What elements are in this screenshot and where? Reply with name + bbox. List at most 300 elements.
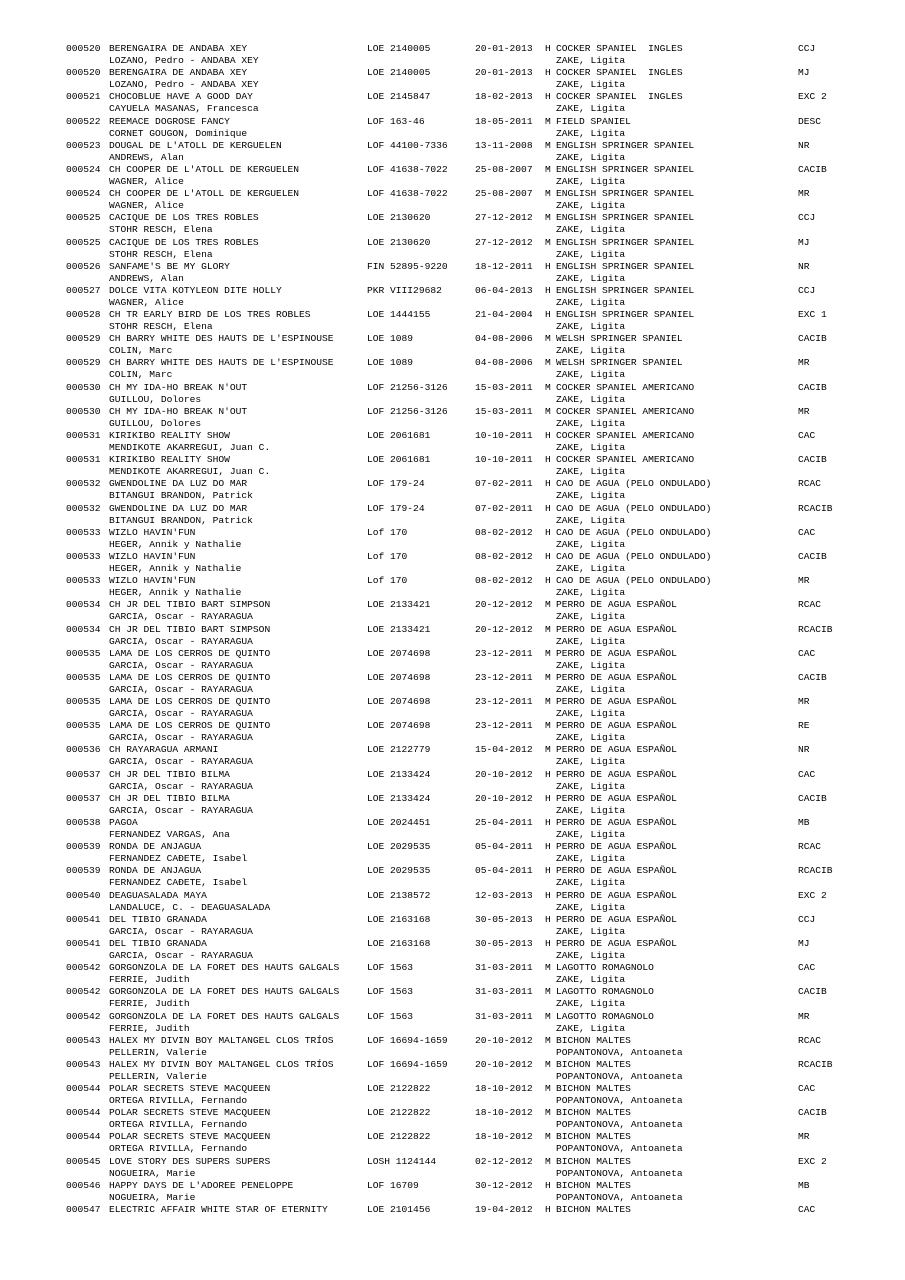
judge-name: ZAKE, Ligita	[556, 345, 626, 357]
birth-date: 18-02-2013	[475, 91, 533, 103]
breed: COCKER SPANIEL INGLES	[556, 67, 683, 79]
judge-name: POPANTONOVA, Antoaneta	[556, 1070, 683, 1082]
birth-date: 20-01-2013	[475, 43, 533, 54]
award: NR	[798, 744, 810, 756]
birth-date: 18-10-2012	[475, 1083, 533, 1095]
owner-name: LANDALUCE, C. - DEAGUASALADA	[109, 901, 271, 913]
birth-date: 23-12-2011	[475, 647, 533, 659]
registration-number: LOE 2163168	[367, 937, 431, 949]
award: CCJ	[798, 284, 816, 296]
dog-name: POLAR SECRETS STEVE MACQUEEN	[109, 1107, 271, 1119]
sex: M	[545, 720, 551, 732]
sex: M	[545, 139, 551, 151]
registration-number: LOE 2140005	[367, 67, 431, 79]
breed: PERRO DE AGUA ESPAÑOL	[556, 937, 677, 949]
registration-number: LOE 2074698	[367, 720, 431, 732]
birth-date: 25-08-2007	[475, 163, 533, 175]
birth-date: 25-04-2011	[475, 817, 533, 828]
owner-name: COLIN, Marc	[109, 369, 173, 381]
sex: H	[545, 260, 551, 272]
judge-name: ZAKE, Ligita	[556, 79, 626, 91]
judge-name: POPANTONOVA, Antoaneta	[556, 1191, 683, 1203]
breed: PERRO DE AGUA ESPAÑOL	[556, 817, 677, 828]
dog-name: PAGOA	[109, 817, 138, 828]
birth-date: 18-10-2012	[475, 1131, 533, 1143]
registration-number: LOE 2130620	[367, 236, 431, 248]
dog-name: KIRIKIBO REALITY SHOW	[109, 454, 230, 466]
breed: WELSH SPRINGER SPANIEL	[556, 333, 683, 345]
award: EXC 2	[798, 91, 827, 103]
birth-date: 20-10-2012	[475, 1034, 533, 1046]
entry-number: 000520	[66, 43, 101, 54]
sex: H	[545, 502, 551, 514]
dog-name: GORGONZOLA DE LA FORET DES HAUTS GALGALS	[109, 986, 340, 998]
owner-name: GARCIA, Oscar - RAYARAGUA	[109, 732, 253, 744]
award: CAC	[798, 962, 816, 974]
dog-name: REEMACE DOGROSE FANCY	[109, 115, 230, 127]
judge-name: ZAKE, Ligita	[556, 683, 626, 695]
dog-name: CH JR DEL TIBIO BILMA	[109, 768, 230, 780]
birth-date: 04-08-2006	[475, 357, 533, 369]
birth-date: 18-12-2011	[475, 260, 533, 272]
judge-name: ZAKE, Ligita	[556, 998, 626, 1010]
birth-date: 23-12-2011	[475, 671, 533, 683]
sex: M	[545, 986, 551, 998]
sex: H	[545, 575, 551, 587]
award: MR	[798, 1010, 810, 1022]
sex: M	[545, 163, 551, 175]
sex: M	[545, 671, 551, 683]
registration-number: Lof 170	[367, 550, 408, 562]
judge-name: ZAKE, Ligita	[556, 55, 626, 66]
award: DESC	[798, 115, 822, 127]
birth-date: 31-03-2011	[475, 962, 533, 974]
owner-name: NOGUEIRA, Marie	[109, 1167, 196, 1179]
owner-name: GARCIA, Oscar - RAYARAGUA	[109, 756, 253, 768]
dog-name: CH RAYARAGUA ARMANI	[109, 744, 219, 756]
breed: COCKER SPANIEL AMERICANO	[556, 405, 695, 417]
award: MR	[798, 696, 810, 708]
dog-name: LAMA DE LOS CERROS DE QUINTO	[109, 696, 271, 708]
breed: ENGLISH SPRINGER SPANIEL	[556, 236, 695, 248]
owner-name: GARCIA, Oscar - RAYARAGUA	[109, 925, 253, 937]
owner-name: ANDREWS, Alan	[109, 151, 184, 163]
breed: FIELD SPANIEL	[556, 115, 631, 127]
owner-name: COLIN, Marc	[109, 345, 173, 357]
entry-number: 000530	[66, 381, 101, 393]
birth-date: 10-10-2011	[475, 430, 533, 441]
registration-number: LOE 2140005	[367, 43, 431, 54]
sex: H	[545, 841, 551, 853]
judge-name: ZAKE, Ligita	[556, 901, 626, 913]
registration-number: LOF 41638-7022	[367, 163, 448, 175]
breed: PERRO DE AGUA ESPAÑOL	[556, 841, 677, 853]
entry-number: 000546	[66, 1179, 101, 1191]
award: RCAC	[798, 1034, 822, 1046]
registration-number: LOE 2122822	[367, 1131, 431, 1143]
award: RCACIB	[798, 865, 833, 877]
entry-number: 000541	[66, 913, 101, 925]
entry-number: 000542	[66, 1010, 101, 1022]
owner-name: CORNET GOUGON, Dominique	[109, 127, 248, 139]
judge-name: ZAKE, Ligita	[556, 296, 626, 308]
registration-number: LOF 16694-1659	[367, 1058, 448, 1070]
judge-name: ZAKE, Ligita	[556, 369, 626, 381]
dog-name: RONDA DE ANJAGUA	[109, 841, 202, 853]
breed: PERRO DE AGUA ESPAÑOL	[556, 889, 677, 901]
judge-name: ZAKE, Ligita	[556, 393, 626, 405]
registration-number: LOE 2029535	[367, 841, 431, 853]
sex: M	[545, 357, 551, 369]
sex: M	[545, 212, 551, 224]
sex: H	[545, 865, 551, 877]
owner-name: GARCIA, Oscar - RAYARAGUA	[109, 635, 253, 647]
award: RCAC	[798, 599, 822, 611]
entry-number: 000539	[66, 841, 101, 853]
owner-name: LOZANO, Pedro - ANDABA XEY	[109, 79, 259, 91]
dog-name: CH BARRY WHITE DES HAUTS DE L'ESPINOUSE	[109, 357, 334, 369]
award: CAC	[798, 647, 816, 659]
dog-name: DEAGUASALADA MAYA	[109, 889, 207, 901]
entry-number: 000525	[66, 212, 101, 224]
breed: BICHON MALTES	[556, 1058, 631, 1070]
entry-number: 000534	[66, 599, 101, 611]
dog-name: WIZLO HAVIN'FUN	[109, 526, 196, 538]
birth-date: 13-11-2008	[475, 139, 533, 151]
award: CCJ	[798, 43, 816, 54]
entry-number: 000543	[66, 1034, 101, 1046]
sex: H	[545, 91, 551, 103]
registration-number: LOF 21256-3126	[367, 381, 448, 393]
birth-date: 18-10-2012	[475, 1107, 533, 1119]
breed: CAO DE AGUA (PELO ONDULADO)	[556, 526, 712, 538]
sex: H	[545, 454, 551, 466]
registration-number: LOE 2061681	[367, 430, 431, 441]
sex: H	[545, 768, 551, 780]
registration-number: LOE 2074698	[367, 671, 431, 683]
judge-name: POPANTONOVA, Antoaneta	[556, 1046, 683, 1058]
sex: M	[545, 696, 551, 708]
birth-date: 08-02-2012	[475, 575, 533, 587]
award: CACIB	[798, 550, 827, 562]
owner-name: ORTEGA RIVILLA, Fernando	[109, 1119, 248, 1131]
entry-number: 000521	[66, 91, 101, 103]
registration-number: LOE 2122822	[367, 1083, 431, 1095]
sex: H	[545, 937, 551, 949]
sex: M	[545, 333, 551, 345]
owner-name: GARCIA, Oscar - RAYARAGUA	[109, 611, 253, 623]
owner-name: BITANGUI BRANDON, Patrick	[109, 514, 253, 526]
sex: H	[545, 817, 551, 828]
breed: PERRO DE AGUA ESPAÑOL	[556, 696, 677, 708]
sex: H	[545, 550, 551, 562]
birth-date: 05-04-2011	[475, 841, 533, 853]
award: CAC	[798, 768, 816, 780]
owner-name: NOGUEIRA, Marie	[109, 1191, 196, 1203]
registration-number: LOE 2029535	[367, 865, 431, 877]
award: EXC 2	[798, 1155, 827, 1167]
judge-name: ZAKE, Ligita	[556, 127, 626, 139]
sex: M	[545, 1058, 551, 1070]
registration-number: LOF 44100-7336	[367, 139, 448, 151]
award: RE	[798, 720, 810, 732]
dog-name: KIRIKIBO REALITY SHOW	[109, 430, 230, 441]
registration-number: LOF 16709	[367, 1179, 419, 1191]
dog-name: GWENDOLINE DA LUZ DO MAR	[109, 502, 248, 514]
breed: PERRO DE AGUA ESPAÑOL	[556, 599, 677, 611]
owner-name: ORTEGA RIVILLA, Fernando	[109, 1143, 248, 1155]
breed: BICHON MALTES	[556, 1131, 631, 1143]
birth-date: 08-02-2012	[475, 550, 533, 562]
dog-name: HAPPY DAYS DE L'ADOREE PENELOPPE	[109, 1179, 294, 1191]
judge-name: ZAKE, Ligita	[556, 949, 626, 961]
judge-name: ZAKE, Ligita	[556, 853, 626, 865]
dog-name: WIZLO HAVIN'FUN	[109, 550, 196, 562]
judge-name: ZAKE, Ligita	[556, 272, 626, 284]
dog-name: CH MY IDA-HO BREAK N'OUT	[109, 381, 248, 393]
registration-number: LOE 2138572	[367, 889, 431, 901]
sex: M	[545, 623, 551, 635]
owner-name: PELLERIN, Valerie	[109, 1046, 207, 1058]
sex: M	[545, 744, 551, 756]
birth-date: 20-01-2013	[475, 67, 533, 79]
entry-number: 000525	[66, 236, 101, 248]
award: MR	[798, 575, 810, 587]
entry-number: 000535	[66, 696, 101, 708]
breed: ENGLISH SPRINGER SPANIEL	[556, 212, 695, 224]
sex: H	[545, 309, 551, 321]
owner-name: FERNANDEZ VARGAS, Ana	[109, 829, 230, 840]
entry-number: 000538	[66, 817, 101, 828]
sex: H	[545, 526, 551, 538]
breed: LAGOTTO ROMAGNOLO	[556, 962, 654, 974]
dog-name: LAMA DE LOS CERROS DE QUINTO	[109, 720, 271, 732]
birth-date: 23-12-2011	[475, 696, 533, 708]
breed: ENGLISH SPRINGER SPANIEL	[556, 260, 695, 272]
dog-name: DEL TIBIO GRANADA	[109, 913, 207, 925]
birth-date: 07-02-2011	[475, 478, 533, 490]
entry-number: 000529	[66, 357, 101, 369]
dog-name: CH TR EARLY BIRD DE LOS TRES ROBLES	[109, 309, 311, 321]
breed: BICHON MALTES	[556, 1204, 631, 1215]
birth-date: 30-05-2013	[475, 937, 533, 949]
entry-number: 000529	[66, 333, 101, 345]
judge-name: ZAKE, Ligita	[556, 708, 626, 720]
award: MR	[798, 1131, 810, 1143]
breed: LAGOTTO ROMAGNOLO	[556, 1010, 654, 1022]
registration-number: LOE 2074698	[367, 647, 431, 659]
owner-name: STOHR RESCH, Elena	[109, 248, 213, 260]
owner-name: HEGER, Annik y Nathalie	[109, 538, 242, 550]
breed: PERRO DE AGUA ESPAÑOL	[556, 647, 677, 659]
judge-name: POPANTONOVA, Antoaneta	[556, 1167, 683, 1179]
entry-number: 000537	[66, 792, 101, 804]
breed: COCKER SPANIEL INGLES	[556, 43, 683, 54]
sex: M	[545, 1155, 551, 1167]
award: MB	[798, 817, 810, 828]
sex: H	[545, 478, 551, 490]
dog-name: LAMA DE LOS CERROS DE QUINTO	[109, 671, 271, 683]
entry-number: 000533	[66, 526, 101, 538]
entry-number: 000526	[66, 260, 101, 272]
birth-date: 15-03-2011	[475, 381, 533, 393]
owner-name: WAGNER, Alice	[109, 200, 184, 212]
sex: H	[545, 1179, 551, 1191]
birth-date: 30-12-2012	[475, 1179, 533, 1191]
sex: H	[545, 913, 551, 925]
owner-name: STOHR RESCH, Elena	[109, 321, 213, 333]
breed: COCKER SPANIEL AMERICANO	[556, 430, 695, 441]
birth-date: 31-03-2011	[475, 1010, 533, 1022]
entry-number: 000532	[66, 478, 101, 490]
breed: BICHON MALTES	[556, 1107, 631, 1119]
birth-date: 02-12-2012	[475, 1155, 533, 1167]
owner-name: CAYUELA MASANAS, Francesca	[109, 103, 259, 115]
breed: PERRO DE AGUA ESPAÑOL	[556, 623, 677, 635]
owner-name: STOHR RESCH, Elena	[109, 224, 213, 236]
sex: M	[545, 1010, 551, 1022]
registration-number: LOE 2061681	[367, 454, 431, 466]
award: MB	[798, 1179, 810, 1191]
sex: H	[545, 67, 551, 79]
registration-number: LOF 16694-1659	[367, 1034, 448, 1046]
award: CACIB	[798, 986, 827, 998]
sex: M	[545, 381, 551, 393]
dog-name: CHOCOBLUE HAVE A GOOD DAY	[109, 91, 253, 103]
award: MR	[798, 357, 810, 369]
judge-name: ZAKE, Ligita	[556, 442, 626, 453]
entry-number: 000542	[66, 986, 101, 998]
owner-name: WAGNER, Alice	[109, 175, 184, 187]
sex: H	[545, 43, 551, 54]
dog-name: LOVE STORY DES SUPERS SUPERS	[109, 1155, 271, 1167]
award: RCACIB	[798, 502, 833, 514]
breed: PERRO DE AGUA ESPAÑOL	[556, 720, 677, 732]
breed: PERRO DE AGUA ESPAÑOL	[556, 865, 677, 877]
sex: M	[545, 599, 551, 611]
judge-name: ZAKE, Ligita	[556, 417, 626, 429]
breed: PERRO DE AGUA ESPAÑOL	[556, 792, 677, 804]
breed: PERRO DE AGUA ESPAÑOL	[556, 671, 677, 683]
judge-name: ZAKE, Ligita	[556, 466, 626, 478]
registration-number: LOF 163-46	[367, 115, 425, 127]
sex: M	[545, 1107, 551, 1119]
judge-name: ZAKE, Ligita	[556, 659, 626, 671]
award: CACIB	[798, 454, 827, 466]
judge-name: POPANTONOVA, Antoaneta	[556, 1095, 683, 1107]
entry-number: 000544	[66, 1131, 101, 1143]
dog-name: HALEX MY DIVIN BOY MALTANGEL CLOS TRÍOS	[109, 1058, 334, 1070]
breed: ENGLISH SPRINGER SPANIEL	[556, 139, 695, 151]
judge-name: ZAKE, Ligita	[556, 490, 626, 502]
dog-name: SANFAME'S BE MY GLORY	[109, 260, 230, 272]
owner-name: FERRIE, Judith	[109, 998, 190, 1010]
judge-name: ZAKE, Ligita	[556, 1022, 626, 1034]
birth-date: 07-02-2011	[475, 502, 533, 514]
entry-number: 000532	[66, 502, 101, 514]
birth-date: 20-10-2012	[475, 1058, 533, 1070]
judge-name: ZAKE, Ligita	[556, 587, 626, 599]
dog-name: CH JR DEL TIBIO BART SIMPSON	[109, 599, 271, 611]
entry-number: 000524	[66, 163, 101, 175]
sex: H	[545, 792, 551, 804]
registration-number: LOE 1089	[367, 333, 414, 345]
entry-number: 000536	[66, 744, 101, 756]
dog-name: BERENGAIRA DE ANDABA XEY	[109, 43, 248, 54]
judge-name: ZAKE, Ligita	[556, 732, 626, 744]
owner-name: FERNANDEZ CAÐETE, Isabel	[109, 877, 248, 889]
breed: PERRO DE AGUA ESPAÑOL	[556, 768, 677, 780]
owner-name: MENDIKOTE AKARREGUI, Juan C.	[109, 442, 271, 453]
breed: CAO DE AGUA (PELO ONDULADO)	[556, 550, 712, 562]
judge-name: ZAKE, Ligita	[556, 974, 626, 986]
dog-name: POLAR SECRETS STEVE MACQUEEN	[109, 1131, 271, 1143]
entry-number: 000539	[66, 865, 101, 877]
entry-number: 000541	[66, 937, 101, 949]
owner-name: GUILLOU, Dolores	[109, 393, 202, 405]
registration-number: FIN 52895-9220	[367, 260, 448, 272]
judge-name: ZAKE, Ligita	[556, 514, 626, 526]
dog-name: CH JR DEL TIBIO BILMA	[109, 792, 230, 804]
award: CACIB	[798, 671, 827, 683]
dog-name: GWENDOLINE DA LUZ DO MAR	[109, 478, 248, 490]
entry-number: 000535	[66, 671, 101, 683]
birth-date: 21-04-2004	[475, 309, 533, 321]
owner-name: GARCIA, Oscar - RAYARAGUA	[109, 780, 253, 792]
judge-name: ZAKE, Ligita	[556, 321, 626, 333]
dog-name: WIZLO HAVIN'FUN	[109, 575, 196, 587]
judge-name: ZAKE, Ligita	[556, 925, 626, 937]
registration-number: LOF 21256-3126	[367, 405, 448, 417]
entry-number: 000522	[66, 115, 101, 127]
owner-name: LOZANO, Pedro - ANDABA XEY	[109, 55, 259, 66]
entry-number: 000533	[66, 575, 101, 587]
award: CCJ	[798, 212, 816, 224]
registration-number: LOF 1563	[367, 962, 414, 974]
entry-number: 000543	[66, 1058, 101, 1070]
birth-date: 06-04-2013	[475, 284, 533, 296]
registration-number: LOE 2163168	[367, 913, 431, 925]
owner-name: GARCIA, Oscar - RAYARAGUA	[109, 804, 253, 816]
birth-date: 04-08-2006	[475, 333, 533, 345]
registration-number: LOF 179-24	[367, 478, 425, 490]
sex: H	[545, 889, 551, 901]
birth-date: 19-04-2012	[475, 1204, 533, 1215]
judge-name: ZAKE, Ligita	[556, 103, 626, 115]
dog-name: CH BARRY WHITE DES HAUTS DE L'ESPINOUSE	[109, 333, 334, 345]
birth-date: 27-12-2012	[475, 236, 533, 248]
breed: LAGOTTO ROMAGNOLO	[556, 986, 654, 998]
registration-number: LOSH 1124144	[367, 1155, 437, 1167]
birth-date: 15-04-2012	[475, 744, 533, 756]
award: NR	[798, 139, 810, 151]
dog-name: LAMA DE LOS CERROS DE QUINTO	[109, 647, 271, 659]
registration-number: LOE 1444155	[367, 309, 431, 321]
breed: ENGLISH SPRINGER SPANIEL	[556, 309, 695, 321]
award: MJ	[798, 67, 810, 79]
birth-date: 08-02-2012	[475, 526, 533, 538]
birth-date: 25-08-2007	[475, 188, 533, 200]
owner-name: MENDIKOTE AKARREGUI, Juan C.	[109, 466, 271, 478]
sex: M	[545, 647, 551, 659]
breed: ENGLISH SPRINGER SPANIEL	[556, 188, 695, 200]
dog-name: CH JR DEL TIBIO BART SIMPSON	[109, 623, 271, 635]
judge-name: ZAKE, Ligita	[556, 248, 626, 260]
award: RCAC	[798, 478, 822, 490]
entry-number: 000528	[66, 309, 101, 321]
breed: PERRO DE AGUA ESPAÑOL	[556, 913, 677, 925]
award: RCACIB	[798, 623, 833, 635]
